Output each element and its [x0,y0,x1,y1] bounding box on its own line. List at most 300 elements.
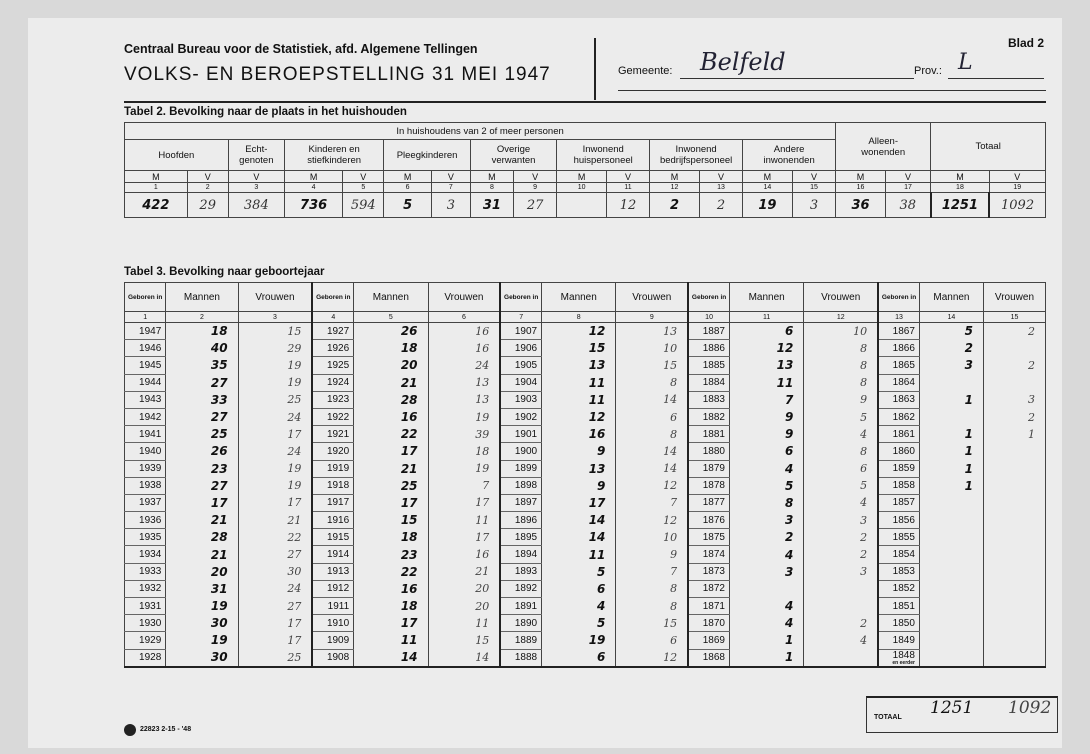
vrouwen-cell: 3 [804,563,878,580]
table-row [125,374,1046,391]
birth-year: 1884 [688,374,729,391]
sex-header: V [343,171,384,183]
table-row [125,649,1046,667]
mannen-cell: 5 [542,563,616,580]
value-cell: 36 [836,193,886,218]
mannen-cell: 15 [354,512,428,529]
table-row [125,391,1046,408]
birth-year: 1881 [688,426,729,443]
vrouwen-cell: 24 [238,443,312,460]
column-number: 11 [729,312,803,323]
sex-header: M [743,171,793,183]
column-number: 8 [470,183,513,193]
birth-year-value: 1848 [892,649,915,661]
vrouwen-cell: 19 [428,460,500,477]
birth-year: 1868 [688,649,729,667]
birth-year: 1944 [125,374,166,391]
vrouwen-cell [983,494,1045,511]
mannen-cell: 14 [354,649,428,667]
column-number: 13 [699,183,742,193]
mannen-cell: 17 [166,494,238,511]
vrouwen-cell [983,649,1045,667]
birth-year: 1928 [125,649,166,667]
vrouwen-cell: 21 [428,563,500,580]
column-number: 2 [187,183,228,193]
birth-year: 1900 [500,443,541,460]
birth-year: 1914 [312,546,353,563]
birth-year: 1857 [878,494,919,511]
vrouwen-cell: 8 [804,340,878,357]
birth-year: 1924 [312,374,353,391]
mannen-cell: 4 [729,598,803,615]
birth-year: 1901 [500,426,541,443]
value-cell: 12 [606,193,649,218]
birth-year: 1947 [125,323,166,340]
mannen-cell: 7 [729,391,803,408]
birth-year: 1932 [125,580,166,597]
geboren-header: Geboren in [312,283,353,312]
vrouwen-cell: 4 [804,426,878,443]
column-number: 1 [125,312,166,323]
vrouwen-cell [804,649,878,667]
birth-year: 1946 [125,340,166,357]
column-number: 11 [606,183,649,193]
tabel2-table [124,122,1046,218]
sex-header: M [384,171,432,183]
mannen-cell: 14 [542,529,616,546]
birth-year: 1876 [688,512,729,529]
vrouwen-cell [983,580,1045,597]
mannen-cell: 12 [542,323,616,340]
sex-header: V [989,171,1045,183]
column-number: 18 [931,183,989,193]
value-cell: 2 [699,193,742,218]
vrouwen-cell: 12 [616,649,688,667]
vrouwen-header: Vrouwen [238,283,312,312]
mannen-cell: 1 [919,443,983,460]
vrouwen-cell: 10 [616,529,688,546]
mannen-cell: 17 [354,615,428,632]
vrouwen-cell: 6 [616,408,688,425]
birth-year: 1945 [125,357,166,374]
vrouwen-cell: 17 [238,632,312,649]
column-number: 15 [983,312,1045,323]
mannen-cell: 19 [542,632,616,649]
table-row [125,494,1046,511]
mannen-cell [919,632,983,649]
mannen-cell: 18 [354,340,428,357]
vrouwen-cell: 19 [428,408,500,425]
table-row [125,580,1046,597]
gemeente-label: Gemeente: [618,65,673,77]
column-number: 10 [557,183,607,193]
table-row [125,512,1046,529]
mannen-cell: 21 [354,374,428,391]
vrouwen-cell: 16 [428,546,500,563]
value-cell: 3 [431,193,470,218]
mannen-cell: 11 [354,632,428,649]
vrouwen-cell: 4 [804,494,878,511]
vrouwen-cell: 4 [804,632,878,649]
birth-year: 1855 [878,529,919,546]
column-header: Overige verwanten [470,140,556,171]
vrouwen-cell: 24 [238,580,312,597]
tabel2-title: Tabel 2. Bevolking naar de plaats in het huishouden [124,106,407,118]
birth-year: 1926 [312,340,353,357]
value-cell: 38 [885,193,930,218]
vrouwen-cell [983,374,1045,391]
mannen-cell: 5 [542,615,616,632]
birth-year: 1903 [500,391,541,408]
vrouwen-cell: 25 [238,391,312,408]
mannen-cell: 22 [354,563,428,580]
mannen-cell: 11 [542,546,616,563]
vrouwen-cell: 9 [616,546,688,563]
mannen-cell: 1 [919,460,983,477]
vrouwen-cell: 15 [428,632,500,649]
mannen-cell: 35 [166,357,238,374]
census-sheet [28,18,1062,748]
mannen-cell: 20 [354,357,428,374]
vrouwen-cell: 15 [238,323,312,340]
mannen-cell: 26 [166,443,238,460]
vrouwen-cell: 8 [616,426,688,443]
vrouwen-cell [804,580,878,597]
vrouwen-cell: 8 [616,374,688,391]
sex-header: V [187,171,228,183]
birth-year: 1918 [312,477,353,494]
value-cell: 19 [743,193,793,218]
vrouwen-cell: 7 [616,494,688,511]
group-header: In huishoudens van 2 of meer personen [125,123,836,140]
vrouwen-cell: 17 [428,529,500,546]
vrouwen-cell: 3 [804,512,878,529]
vrouwen-cell: 20 [428,580,500,597]
mannen-cell: 13 [542,460,616,477]
column-number: 2 [166,312,238,323]
mannen-cell: 20 [166,563,238,580]
table-row [125,598,1046,615]
birth-year: 1880 [688,443,729,460]
table-row [125,529,1046,546]
vrouwen-cell: 15 [616,357,688,374]
tabel3-title: Tabel 3. Bevolking naar geboortejaar [124,266,325,278]
mannen-cell: 4 [729,546,803,563]
sex-header: V [431,171,470,183]
birth-year: 1930 [125,615,166,632]
vrouwen-cell: 24 [428,357,500,374]
vrouwen-cell: 16 [428,323,500,340]
mannen-cell: 23 [166,460,238,477]
vrouwen-cell: 21 [238,512,312,529]
vrouwen-cell: 10 [804,323,878,340]
birth-year: 1911 [312,598,353,615]
mannen-cell: 11 [542,374,616,391]
vrouwen-header: Vrouwen [616,283,688,312]
birth-year: 1854 [878,546,919,563]
birth-year: 1938 [125,477,166,494]
column-number: 10 [688,312,729,323]
birth-year: 1877 [688,494,729,511]
mannen-cell: 13 [729,357,803,374]
form-code: 22823 2-15 - '48 [140,726,192,733]
birth-year: 1865 [878,357,919,374]
birth-year: 1910 [312,615,353,632]
mannen-header: Mannen [729,283,803,312]
birth-year: 1895 [500,529,541,546]
column-number: 14 [743,183,793,193]
birth-year: 1863 [878,391,919,408]
mannen-cell: 9 [729,426,803,443]
column-number: 6 [428,312,500,323]
mannen-cell: 23 [354,546,428,563]
vrouwen-cell [983,632,1045,649]
column-number: 9 [514,183,557,193]
birth-year: 1879 [688,460,729,477]
column-number: 5 [354,312,428,323]
cbs-logo-icon [124,724,136,736]
mannen-cell [919,598,983,615]
mannen-cell [919,494,983,511]
sex-header: M [650,171,700,183]
birth-year: 1934 [125,546,166,563]
table-row [125,632,1046,649]
column-header: Kinderen en stiefkinderen [284,140,383,171]
mannen-cell: 17 [354,443,428,460]
table-row [125,563,1046,580]
birth-year: 1890 [500,615,541,632]
vrouwen-cell [983,477,1045,494]
vrouwen-cell: 11 [428,615,500,632]
sex-header: M [836,171,886,183]
mannen-cell [919,374,983,391]
sex-header: V [699,171,742,183]
mannen-cell: 18 [166,323,238,340]
vrouwen-cell: 18 [428,443,500,460]
bureau-line: Centraal Bureau voor de Statistiek, afd. Algemene Tellingen [124,42,478,56]
mannen-cell: 31 [166,580,238,597]
value-cell: 2 [650,193,700,218]
vrouwen-cell: 2 [983,408,1045,425]
vrouwen-cell: 8 [804,443,878,460]
birth-year: 1916 [312,512,353,529]
vrouwen-cell [983,615,1045,632]
sex-header: V [792,171,835,183]
birth-year [878,649,919,667]
birth-year: 1850 [878,615,919,632]
value-cell: 29 [187,193,228,218]
mannen-cell: 1 [919,477,983,494]
birth-year: 1859 [878,460,919,477]
alleen-header: Alleen- wonenden [836,123,931,171]
mannen-cell [919,563,983,580]
birth-year: 1862 [878,408,919,425]
sex-header: V [606,171,649,183]
mannen-cell: 33 [166,391,238,408]
birth-year: 1878 [688,477,729,494]
sex-header: V [228,171,284,183]
column-number: 5 [343,183,384,193]
vrouwen-cell: 24 [238,408,312,425]
mannen-cell: 3 [919,357,983,374]
table-row [125,408,1046,425]
mannen-cell: 19 [166,598,238,615]
birth-year: 1891 [500,598,541,615]
vrouwen-cell: 27 [238,598,312,615]
birth-year: 1885 [688,357,729,374]
mannen-cell: 8 [729,494,803,511]
mannen-cell: 4 [729,615,803,632]
table-row [125,443,1046,460]
vrouwen-cell: 19 [238,477,312,494]
sex-header: V [514,171,557,183]
value-cell: 1092 [989,193,1045,218]
vrouwen-cell: 16 [428,340,500,357]
column-number: 4 [284,183,342,193]
birth-year: 1913 [312,563,353,580]
vrouwen-cell [983,529,1045,546]
mannen-cell: 1 [919,426,983,443]
mannen-cell: 26 [354,323,428,340]
birth-year: 1892 [500,580,541,597]
column-number: 8 [542,312,616,323]
vrouwen-cell: 5 [804,477,878,494]
birth-year: 1917 [312,494,353,511]
birth-year: 1935 [125,529,166,546]
birth-year: 1894 [500,546,541,563]
birth-year: 1887 [688,323,729,340]
geboren-header: Geboren in [688,283,729,312]
mannen-cell: 6 [729,323,803,340]
table-row [125,615,1046,632]
vrouwen-cell: 1 [983,426,1045,443]
birth-year: 1942 [125,408,166,425]
birth-year: 1909 [312,632,353,649]
vrouwen-header: Vrouwen [804,283,878,312]
birth-year: 1915 [312,529,353,546]
column-number: 13 [878,312,919,323]
birth-year: 1943 [125,391,166,408]
birth-year: 1861 [878,426,919,443]
birth-year: 1898 [500,477,541,494]
vrouwen-cell: 2 [983,357,1045,374]
mannen-cell: 6 [542,580,616,597]
column-number: 3 [228,183,284,193]
mannen-cell: 25 [354,477,428,494]
vrouwen-cell: 17 [238,494,312,511]
mannen-cell: 16 [354,580,428,597]
mannen-cell: 22 [354,426,428,443]
mannen-cell: 1 [729,649,803,667]
birth-year: 1937 [125,494,166,511]
birth-year: 1912 [312,580,353,597]
prov-label: Prov.: [914,65,942,77]
vrouwen-cell: 2 [983,323,1045,340]
mannen-cell: 11 [729,374,803,391]
table-bottom-rule [125,667,1046,668]
table-row [125,460,1046,477]
vrouwen-cell [983,546,1045,563]
totaal-mannen: 1251 [930,698,974,718]
header-divider [594,38,596,100]
vrouwen-cell: 12 [616,477,688,494]
mannen-cell: 1 [919,391,983,408]
mannen-cell: 15 [542,340,616,357]
gemeente-value: Belfeld [700,48,786,76]
vrouwen-cell [983,512,1045,529]
vrouwen-cell: 2 [804,615,878,632]
vrouwen-cell: 10 [616,340,688,357]
mannen-cell: 27 [166,408,238,425]
form-title: VOLKS- EN BEROEPSTELLING 31 MEI 1947 [124,64,551,85]
column-number: 16 [836,183,886,193]
en-eerder-label: en eerder [892,659,915,666]
column-number: 3 [238,312,312,323]
vrouwen-cell: 11 [428,512,500,529]
vrouwen-cell: 39 [428,426,500,443]
vrouwen-cell: 3 [983,391,1045,408]
totaal-label: TOTAAL [874,714,902,721]
vrouwen-cell: 19 [238,460,312,477]
vrouwen-cell: 20 [428,598,500,615]
birth-year: 1923 [312,391,353,408]
birth-year: 1867 [878,323,919,340]
mannen-cell: 9 [542,443,616,460]
table-row [125,546,1046,563]
mannen-cell: 18 [354,598,428,615]
table-row [125,340,1046,357]
mannen-cell: 11 [542,391,616,408]
mannen-header: Mannen [166,283,238,312]
sex-header: M [557,171,607,183]
mannen-cell: 19 [166,632,238,649]
birth-year: 1897 [500,494,541,511]
mannen-cell: 2 [919,340,983,357]
birth-year: 1869 [688,632,729,649]
mannen-cell: 28 [166,529,238,546]
mannen-cell: 1 [729,632,803,649]
vrouwen-cell: 27 [238,546,312,563]
vrouwen-cell [983,443,1045,460]
vrouwen-cell: 8 [804,374,878,391]
mannen-cell: 12 [542,408,616,425]
birth-year: 1889 [500,632,541,649]
mannen-cell: 5 [919,323,983,340]
vrouwen-cell: 6 [804,460,878,477]
vrouwen-cell: 25 [238,649,312,667]
birth-year: 1933 [125,563,166,580]
column-header: Inwonend huispersoneel [557,140,650,171]
vrouwen-cell: 17 [238,615,312,632]
column-header: Inwonend bedrijfspersoneel [650,140,743,171]
vrouwen-cell: 15 [616,615,688,632]
vrouwen-cell [983,460,1045,477]
birth-year: 1866 [878,340,919,357]
birth-year: 1936 [125,512,166,529]
birth-year: 1904 [500,374,541,391]
vrouwen-cell: 17 [428,494,500,511]
birth-year: 1883 [688,391,729,408]
vrouwen-cell [804,598,878,615]
birth-year: 1886 [688,340,729,357]
birth-year: 1941 [125,426,166,443]
birth-year: 1908 [312,649,353,667]
column-number: 6 [384,183,432,193]
header-rule [618,90,1046,91]
birth-year: 1907 [500,323,541,340]
column-number: 12 [804,312,878,323]
mannen-cell: 30 [166,649,238,667]
